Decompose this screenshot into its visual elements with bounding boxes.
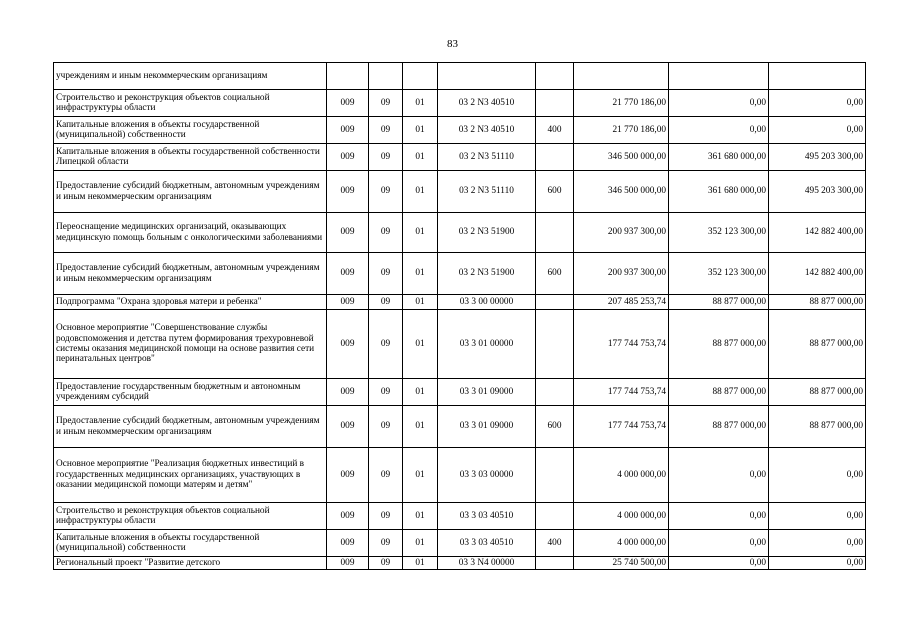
target-article-code: 03 3 N4 00000 <box>438 557 536 570</box>
item-name: Капитальные вложения в объекты государственной (муниципальной) собственности <box>54 530 327 557</box>
table-row <box>54 557 866 570</box>
section-code: 09 <box>369 117 403 144</box>
subsection-code: 01 <box>403 90 438 117</box>
item-name: Предоставление субсидий бюджетным, автономным учреждениям и иным некоммерческим организациям <box>54 171 327 213</box>
amount-year-1: 346 500 000,00 <box>574 144 669 171</box>
expense-type-code: 600 <box>536 406 574 448</box>
amount-year-2: 88 877 000,00 <box>669 295 769 310</box>
ministry-code <box>327 63 369 90</box>
ministry-code: 009 <box>327 253 369 295</box>
expense-type-code <box>536 144 574 171</box>
table-row <box>54 171 866 213</box>
expense-type-code <box>536 295 574 310</box>
item-name: Переоснащение медицинских организаций, оказывающих медицинскую помощь больным с онкологическими заболеваниями <box>54 213 327 253</box>
expense-type-code: 600 <box>536 171 574 213</box>
section-code <box>369 63 403 90</box>
item-name: Строительство и реконструкция объектов социальной инфраструктуры области <box>54 503 327 530</box>
section-code: 09 <box>369 503 403 530</box>
expense-type-code: 600 <box>536 253 574 295</box>
table-row <box>54 448 866 503</box>
item-name: Региональный проект "Развитие детского <box>54 557 327 570</box>
subsection-code: 01 <box>403 295 438 310</box>
amount-year-3: 88 877 000,00 <box>769 310 866 379</box>
ministry-code: 009 <box>327 90 369 117</box>
amount-year-2: 0,00 <box>669 117 769 144</box>
section-code: 09 <box>369 406 403 448</box>
subsection-code: 01 <box>403 144 438 171</box>
amount-year-2: 352 123 300,00 <box>669 253 769 295</box>
expense-type-code <box>536 379 574 406</box>
item-name: Основное мероприятие "Реализация бюджетных инвестиций в государственных медицинских организациях, участвующих в оказании медицинской помощи матерям и детям" <box>54 448 327 503</box>
budget-table <box>53 62 866 570</box>
expense-type-code: 400 <box>536 117 574 144</box>
amount-year-2: 0,00 <box>669 557 769 570</box>
table-row <box>54 253 866 295</box>
target-article-code: 03 3 00 00000 <box>438 295 536 310</box>
target-article-code: 03 3 03 00000 <box>438 448 536 503</box>
amount-year-3: 0,00 <box>769 530 866 557</box>
amount-year-3: 88 877 000,00 <box>769 406 866 448</box>
expense-type-code <box>536 90 574 117</box>
amount-year-2: 361 680 000,00 <box>669 171 769 213</box>
section-code: 09 <box>369 90 403 117</box>
ministry-code: 009 <box>327 171 369 213</box>
section-code: 09 <box>369 310 403 379</box>
item-name: учреждениям и иным некоммерческим организациям <box>54 63 327 90</box>
amount-year-2: 88 877 000,00 <box>669 310 769 379</box>
target-article-code: 03 3 03 40510 <box>438 503 536 530</box>
subsection-code: 01 <box>403 213 438 253</box>
table-row <box>54 379 866 406</box>
target-article-code: 03 3 01 00000 <box>438 310 536 379</box>
item-name: Капитальные вложения в объекты государственной собственности Липецкой области <box>54 144 327 171</box>
section-code: 09 <box>369 295 403 310</box>
table-row <box>54 144 866 171</box>
item-name: Предоставление субсидий бюджетным, автономным учреждениям и иным некоммерческим организациям <box>54 406 327 448</box>
subsection-code: 01 <box>403 171 438 213</box>
target-article-code: 03 2 N3 40510 <box>438 117 536 144</box>
amount-year-1: 4 000 000,00 <box>574 503 669 530</box>
subsection-code: 01 <box>403 530 438 557</box>
section-code: 09 <box>369 530 403 557</box>
amount-year-3: 0,00 <box>769 448 866 503</box>
amount-year-3: 142 882 400,00 <box>769 253 866 295</box>
item-name: Подпрограмма "Охрана здоровья матери и ребенка" <box>54 295 327 310</box>
ministry-code: 009 <box>327 117 369 144</box>
budget-table-body <box>54 63 866 570</box>
amount-year-1: 207 485 253,74 <box>574 295 669 310</box>
section-code: 09 <box>369 557 403 570</box>
target-article-code: 03 2 N3 51110 <box>438 171 536 213</box>
amount-year-1: 346 500 000,00 <box>574 171 669 213</box>
page-number: 83 <box>447 38 458 50</box>
expense-type-code: 400 <box>536 530 574 557</box>
table-row <box>54 213 866 253</box>
table-row <box>54 295 866 310</box>
subsection-code: 01 <box>403 310 438 379</box>
ministry-code: 009 <box>327 379 369 406</box>
table-row <box>54 503 866 530</box>
section-code: 09 <box>369 448 403 503</box>
amount-year-1: 4 000 000,00 <box>574 448 669 503</box>
ministry-code: 009 <box>327 310 369 379</box>
amount-year-1: 21 770 186,00 <box>574 90 669 117</box>
amount-year-1: 200 937 300,00 <box>574 213 669 253</box>
target-article-code: 03 2 N3 51900 <box>438 253 536 295</box>
section-code: 09 <box>369 379 403 406</box>
expense-type-code <box>536 448 574 503</box>
amount-year-3: 0,00 <box>769 557 866 570</box>
amount-year-2: 88 877 000,00 <box>669 379 769 406</box>
target-article-code: 03 2 N3 51900 <box>438 213 536 253</box>
ministry-code: 009 <box>327 144 369 171</box>
amount-year-3: 142 882 400,00 <box>769 213 866 253</box>
subsection-code: 01 <box>403 448 438 503</box>
amount-year-3: 495 203 300,00 <box>769 144 866 171</box>
amount-year-1: 21 770 186,00 <box>574 117 669 144</box>
amount-year-2: 0,00 <box>669 530 769 557</box>
amount-year-3: 88 877 000,00 <box>769 379 866 406</box>
target-article-code: 03 3 01 09000 <box>438 406 536 448</box>
target-article-code: 03 2 N3 40510 <box>438 90 536 117</box>
table-row <box>54 530 866 557</box>
table-row <box>54 63 866 90</box>
amount-year-3: 88 877 000,00 <box>769 295 866 310</box>
amount-year-3 <box>769 63 866 90</box>
ministry-code: 009 <box>327 295 369 310</box>
item-name: Предоставление государственным бюджетным и автономным учреждениям субсидий <box>54 379 327 406</box>
table-row <box>54 90 866 117</box>
ministry-code: 009 <box>327 406 369 448</box>
table-row <box>54 406 866 448</box>
amount-year-1: 177 744 753,74 <box>574 406 669 448</box>
subsection-code: 01 <box>403 253 438 295</box>
expense-type-code <box>536 557 574 570</box>
ministry-code: 009 <box>327 557 369 570</box>
amount-year-3: 495 203 300,00 <box>769 171 866 213</box>
target-article-code <box>438 63 536 90</box>
amount-year-2: 0,00 <box>669 448 769 503</box>
amount-year-2: 352 123 300,00 <box>669 213 769 253</box>
amount-year-1: 4 000 000,00 <box>574 530 669 557</box>
section-code: 09 <box>369 213 403 253</box>
subsection-code: 01 <box>403 503 438 530</box>
item-name: Капитальные вложения в объекты государственной (муниципальной) собственности <box>54 117 327 144</box>
subsection-code: 01 <box>403 379 438 406</box>
ministry-code: 009 <box>327 530 369 557</box>
target-article-code: 03 3 03 40510 <box>438 530 536 557</box>
amount-year-1: 177 744 753,74 <box>574 310 669 379</box>
target-article-code: 03 3 01 09000 <box>438 379 536 406</box>
section-code: 09 <box>369 144 403 171</box>
subsection-code: 01 <box>403 117 438 144</box>
subsection-code <box>403 63 438 90</box>
amount-year-3: 0,00 <box>769 503 866 530</box>
amount-year-3: 0,00 <box>769 117 866 144</box>
amount-year-3: 0,00 <box>769 90 866 117</box>
table-row <box>54 117 866 144</box>
section-code: 09 <box>369 171 403 213</box>
amount-year-2: 361 680 000,00 <box>669 144 769 171</box>
amount-year-1: 177 744 753,74 <box>574 379 669 406</box>
amount-year-2: 88 877 000,00 <box>669 406 769 448</box>
subsection-code: 01 <box>403 557 438 570</box>
amount-year-2: 0,00 <box>669 90 769 117</box>
section-code: 09 <box>369 253 403 295</box>
subsection-code: 01 <box>403 406 438 448</box>
target-article-code: 03 2 N3 51110 <box>438 144 536 171</box>
table-row <box>54 310 866 379</box>
amount-year-2 <box>669 63 769 90</box>
ministry-code: 009 <box>327 213 369 253</box>
expense-type-code <box>536 63 574 90</box>
amount-year-1: 25 740 500,00 <box>574 557 669 570</box>
expense-type-code <box>536 213 574 253</box>
ministry-code: 009 <box>327 448 369 503</box>
expense-type-code <box>536 310 574 379</box>
item-name: Основное мероприятие "Совершенствование службы родовспоможения и детства путем формирования трехуровневой системы оказания медицинской помощи на основе развития сети перинатальных центров" <box>54 310 327 379</box>
item-name: Строительство и реконструкция объектов социальной инфраструктуры области <box>54 90 327 117</box>
amount-year-2: 0,00 <box>669 503 769 530</box>
expense-type-code <box>536 503 574 530</box>
item-name: Предоставление субсидий бюджетным, автономным учреждениям и иным некоммерческим организациям <box>54 253 327 295</box>
amount-year-1 <box>574 63 669 90</box>
ministry-code: 009 <box>327 503 369 530</box>
amount-year-1: 200 937 300,00 <box>574 253 669 295</box>
